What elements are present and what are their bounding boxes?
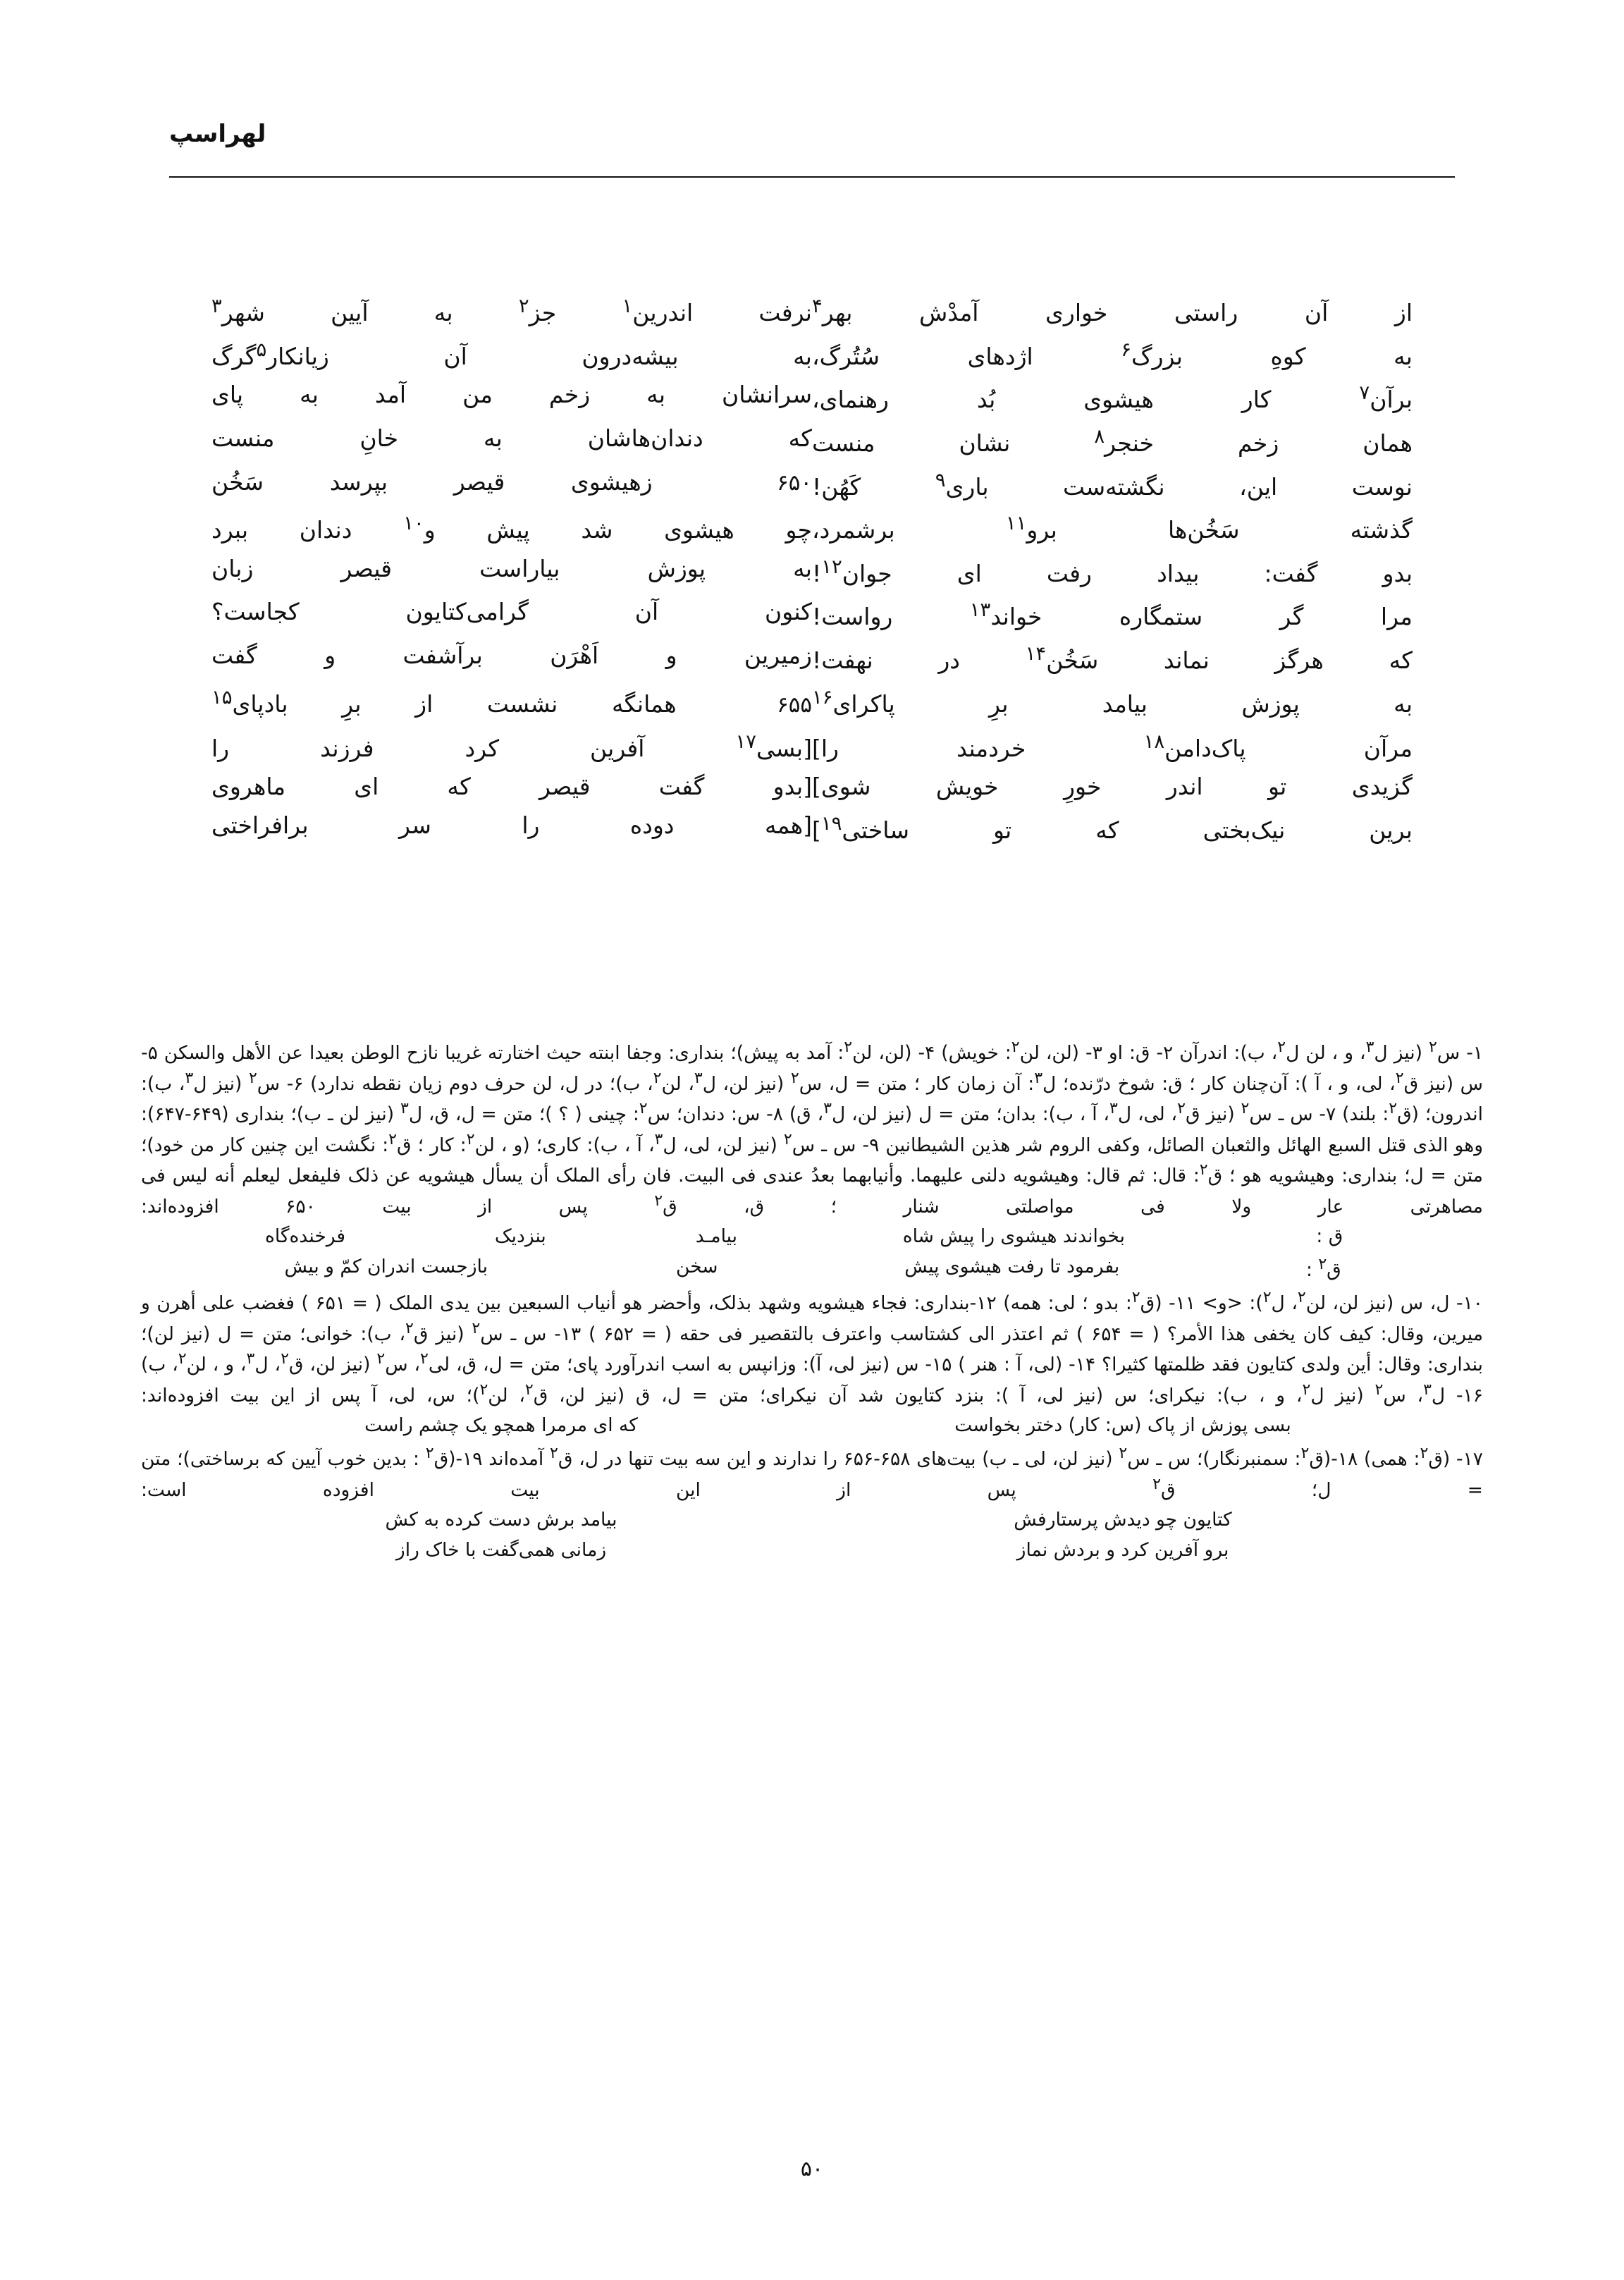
- quoted-hemistich-left: [190, 1412, 812, 1440]
- quoted-text-b: بازجست اندران کمّ و بیش: [284, 1255, 488, 1277]
- quoted-text: بفرمود تا رفت هیشوی پیش: [904, 1255, 1120, 1277]
- hemistich-left: که هرگز نماند سَخُن$^{۱۴}$ در نهفت!: [812, 642, 1413, 675]
- hemistich-left: برآن$^۷$ کار هیشوی بُد رهنمای،: [812, 381, 1413, 414]
- verse-line: [169, 644, 1455, 687]
- quoted-text: بخواندند هیشوی را پیش شاه: [902, 1225, 1126, 1248]
- apparatus-note-1: ۱- س$^۲$ (نیز ل$^۳$، و ، لن ل$^۲$، ب): اندرآن ۲- ق: او ۳- (لن، لن$^۲$: خویش) ۴- (لن، لن$^۲$: آمد به پیش)؛ بنداری: وجفا ابنته حیث اختارته غریبا نازح الوطن بعیدا عن الأهل والسکن ۵- س (نیز ق$^۲$، لی، و ، آ ): آن‌چنان کار ؛ ق: شوخ درّنده؛ ل$^۳$: آن زمان کار ؛ متن = ل، س$^۲$ (نیز لن، ل$^۳$، لن$^۲$، ب)؛ در ل، لن حرف دوم زیان نقطه ندارد) ۶- س$^۲$ (نیز ل$^۳$، ب): اندرون؛ (ق$^۲$: بلند) ۷- س ـ س$^۲$ (نیز ق$^۲$، لی، ل$^۳$، آ ، ب): بدان؛ متن = ل (نیز لن، ل$^۳$، ق) ۸- س: دندان؛ س$^۲$: چینی ( ؟ )؛ متن = ل، ق، ل$^۳$ (نیز لن ـ ب)؛ بنداری (۶۴۹-۶۴۷): وهو الذی قتل السبع الهائل والثعبان الصائل، وکفی الروم شر هذین الشیطانین ۹- س ـ س$^۲$ (نیز لن، لی، ل$^۳$، آ ، ب): کاری؛ (و ، لن$^۲$: کار ؛ ق$^۲$: نگشت این چنین کار من خود)؛ متن = ل؛ بنداری: وهیشویه هو ؛ ق$^۲$: قال: ثم قال: وهیشویه دلنی علیهما. وأنیابهما بعدُ عندی فی البیت. فان رأی الملک أن یسأل هیشویه عن ذلک فلیفعل لیعلم أنه لیس فی مصاهرتی عار ولا فی مواصلتی شنار ؛ ق، ق$^۲$ پس از بیت ۶۵۰ افزوده‌اند:: [141, 1038, 1484, 1218]
- hemistich-right: به بیشه‌درون آن زیانکار$^۵$گرگ: [211, 338, 812, 370]
- quoted-hemistich-left: [190, 1537, 812, 1564]
- hemistich-right: سرانشان به زخم من آمد به پای: [211, 381, 812, 409]
- quoted-hemistich-right: [812, 1537, 1434, 1564]
- critical-apparatus: [141, 1036, 1483, 1567]
- quoted-couplet-3: [141, 1412, 1483, 1440]
- quoted-text-a: بیامـد: [695, 1225, 738, 1248]
- verse-line: [169, 814, 1455, 857]
- verse-block: [169, 296, 1455, 857]
- hemistich-right: که دندان‌هاشان به خانِ منست: [211, 424, 812, 452]
- quoted-hemistich-right: [812, 1412, 1434, 1440]
- hemistich-right: زمیرین و اَهْرَن برآشفت و گفت: [211, 642, 812, 670]
- hemistich-right: ۶۵۰ زهیشوی قیصر بپرسد سَخُن: [211, 467, 813, 496]
- quoted-hemistich-left: [190, 1507, 812, 1534]
- quoted-couplet-2: [141, 1254, 1483, 1285]
- hemistich-left: گزیدی تو اندر خورِ خویش شوی]: [812, 773, 1413, 801]
- quoted-couplet-1: [141, 1223, 1483, 1251]
- quoted-text: که ای مرمرا همچو یک چشم راست: [364, 1414, 638, 1437]
- verse-table: [169, 296, 1455, 857]
- hemistich-right: به پوزش بیاراست قیصر زبان: [211, 554, 812, 582]
- quoted-hemistich-right: [812, 1254, 1434, 1285]
- hemistich-right: چو هیشوی شد پیش و$^{۱۰}$ دندان ببرد: [211, 512, 812, 544]
- hemistich-left: از آن راستی خواری آمدْش بهر$^۴$: [812, 295, 1413, 326]
- verse-line: [169, 340, 1455, 384]
- apparatus-note-2: ۱۰- ل، س (نیز لن، لن$^۲$، ل$^۲$): <و> ۱۱- (ق$^۲$: بدو ؛ لی: همه) ۱۲-بنداری: فجاء هیشویه وشهد بذلک، وأحضر هو أنیاب السبعین بین یدی الملک ( = ۶۵۱ ) فغضب علی أهرن و میرین، وقال: کیف کان یخفی هذا الأمر؟ ( = ۶۵۴ ) ثم اعتذر الی کشتاسب واعترف بالتقصیر فی حقه ( = ۶۵۲ ) ۱۳- س ـ س$^۲$ (نیز ق$^۲$، ب): خوانی؛ متن = ل (نیز لن)؛ بنداری: وقال: أین ولدی کتایون فقد ظلمتها کثیرا؟ ۱۴- (لی، آ : هنر ) ۱۵- س (نیز لی، آ): وزانپس به اسب اندرآورد پای؛ متن = ل، ق، لی$^۲$، س$^۲$ (نیز لن، ق$^۲$، ل$^۳$، و ، لن$^۲$، ب) ۱۶- ل$^۳$، س$^۲$ (نیز ل$^۲$، و ، ب): نیکرای؛ س (نیز لی، آ ): بنزد کتایون شد آن نیکرای؛ متن = ل، ق (نیز لن، ق$^۲$، لن$^۲$)؛ س، لی، آ پس از این بیت افزوده‌اند:: [141, 1289, 1484, 1406]
- verse-line-number: ۶۵۰: [777, 470, 813, 496]
- hemistich-left: همان زخم خنجر$^۸$ نشان منست: [812, 424, 1413, 457]
- quoted-hemistich-left: [190, 1254, 812, 1285]
- quoted-text-a: سخن: [676, 1255, 718, 1277]
- verse-line: [169, 296, 1455, 340]
- quoted-text: بیامد برش دست کرده به کش: [385, 1509, 617, 1531]
- quoted-hemistich-left: [190, 1223, 812, 1251]
- verse-line: [169, 470, 1455, 514]
- quoted-text: برو آفرین کرد و بردش نماز: [1016, 1538, 1229, 1561]
- hemistich-left: گذشته سَخُن‌ها برو$^{۱۱}$ برشمرد،: [812, 512, 1413, 544]
- hemistich-right: کنون آن گرامی‌کتایون کجاست؟: [211, 598, 812, 626]
- hemistich-left: مرا گر ستمگاره خواند$^{۱۳}$ رواست!: [812, 599, 1413, 631]
- verse-line: [169, 600, 1455, 644]
- verse-line: [169, 557, 1455, 601]
- verse-line: [169, 427, 1455, 470]
- verse-line: [169, 775, 1455, 814]
- hemistich-right: نرفت اندرین$^۱$ جز$^۲$ به آیین شهر$^۳$: [211, 295, 812, 326]
- verse-line: [169, 732, 1455, 776]
- hemistich-left: به پوزش بیامد برِ پاکرای$^{۱۶}$: [812, 685, 1413, 718]
- hemistich-right: [بسی$^{۱۷}$ آفرین کرد فرزند را: [211, 730, 812, 762]
- quoted-text: بسی پوزش از پاک (س: کار) دختر بخواست: [954, 1414, 1291, 1437]
- verse-line-number: ۶۵۵: [777, 692, 813, 718]
- header-divider: [169, 176, 1455, 178]
- quoted-source-label: ق :: [1316, 1225, 1343, 1248]
- hemistich-right: [همه دوده را سر برافراختی: [211, 811, 812, 840]
- quoted-text-b: بنزدیک: [494, 1225, 546, 1248]
- page-number: ۵۰: [800, 2157, 824, 2181]
- hemistich-left: برین نیک‌بختی که تو ساختی$^{۱۹}$]: [812, 812, 1413, 845]
- hemistich-right: ۶۵۵ همانگه نشست از برِ بادپای$^{۱۵}$: [211, 685, 813, 718]
- apparatus-note-3: ۱۷- (ق$^۲$: همی) ۱۸-(ق$^۲$: سمنبرنگار)؛ س ـ س$^۲$ (نیز لن، لی ـ ب) بیت‌های ۶۵۸-۶۵۶ را ندارند و این سه بیت تنها در ل، ق$^۲$ آمده‌اند ۱۹-(ق$^۲$ : بدین خوب آیین که برساختی)؛ متن = ل؛ ق$^۲$ پس از این بیت افزوده است:: [141, 1445, 1484, 1501]
- quoted-hemistich-right: [812, 1507, 1434, 1534]
- quoted-hemistich-right: [812, 1223, 1434, 1251]
- hemistich-left: به کوهِ بزرگ$^۶$ اژدهای سُتُرگ،: [812, 338, 1413, 370]
- quoted-source-label: ق$^۲$ :: [1305, 1255, 1341, 1281]
- hemistich-right: [بدو گفت قیصر که ای ماهروی: [211, 773, 812, 801]
- page-header: [169, 120, 1455, 148]
- verse-line: [169, 687, 1455, 732]
- hemistich-left: بدو گفت: بیداد رفت ای جوان$^{۱۲}$!: [812, 555, 1413, 587]
- quoted-text: کتایون چو دیدش پرستارفش: [1014, 1509, 1232, 1531]
- running-title: لهراسپ: [169, 120, 266, 148]
- quoted-text-c: فرخنده‌گاه: [264, 1225, 346, 1248]
- quoted-couplet-4: [141, 1507, 1483, 1534]
- verse-line: [169, 513, 1455, 557]
- hemistich-left: نوست این، نگشته‌ست باری$^۹$ کَهُن!: [812, 468, 1413, 501]
- hemistich-left: مرآن پاک‌دامن$^{۱۸}$ خردمند را]: [812, 730, 1413, 762]
- verse-line: [169, 383, 1455, 427]
- quoted-couplet-5: [141, 1537, 1483, 1564]
- verse-rows: [169, 296, 1455, 857]
- quoted-text: زمانی همی‌گفت با خاک راز: [395, 1538, 607, 1561]
